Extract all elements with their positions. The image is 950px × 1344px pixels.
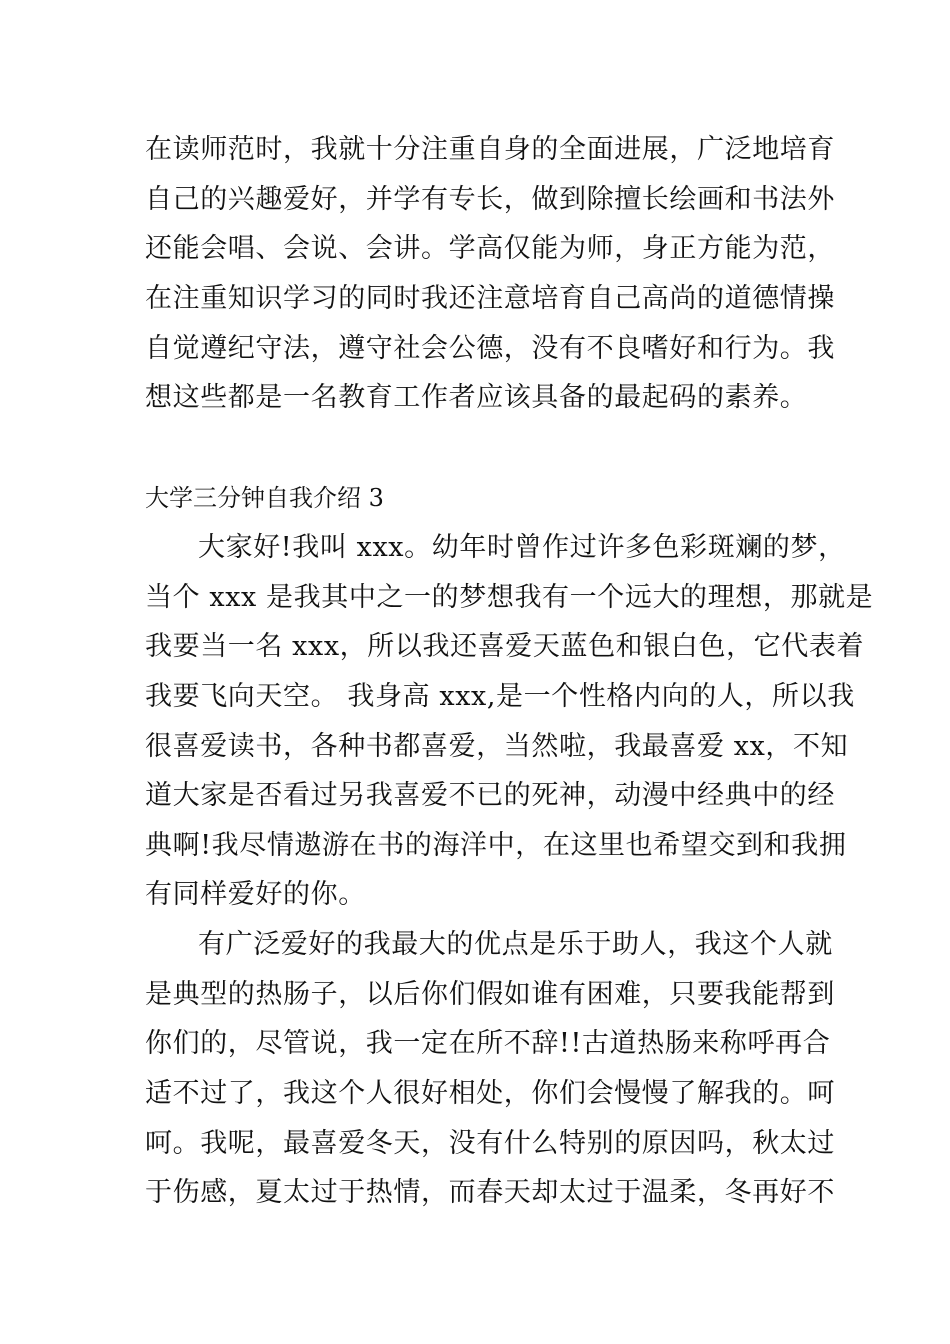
paragraph-3-line-3: 你们的，尽管说，我一定在所不辞!!古道热肠来称呼再合	[145, 1028, 831, 1059]
paragraph-2-line-4: 我要飞向天空。 我身高 xxx,是一个性格内向的人，所以我	[145, 681, 855, 712]
paragraph-1-line-5: 自觉遵纪守法，遵守社会公德，没有不良嗜好和行为。我	[145, 333, 835, 364]
paragraph-2-line-2: 当个 xxx 是我其中之一的梦想我有一个远大的理想，那就是	[145, 582, 874, 613]
paragraph-3-line-2: 是典型的热肠子，以后你们假如谁有困难，只要我能帮到	[145, 979, 835, 1010]
paragraph-1-line-1: 在读师范时，我就十分注重自身的全面进展，广泛地培育	[145, 134, 835, 165]
paragraph-2-line-3: 我要当一名 xxx，所以我还喜爱天蓝色和银白色，它代表着	[145, 631, 865, 662]
paragraph-1-line-6: 想这些都是一名教育工作者应该具备的最起码的素养。	[145, 382, 808, 413]
paragraph-2-line-7: 典啊!我尽情遨游在书的海洋中，在这里也希望交到和我拥	[145, 830, 847, 861]
paragraph-2-line-5: 很喜爱读书，各种书都喜爱，当然啦，我最喜爱 xx，不知	[145, 731, 849, 762]
paragraph-3-line-1: 有广泛爱好的我最大的优点是乐于助人，我这个人就	[198, 929, 833, 960]
paragraph-3-line-4: 适不过了，我这个人很好相处，你们会慢慢了解我的。呵	[145, 1078, 835, 1109]
paragraph-1-line-4: 在注重知识学习的同时我还注意培育自己高尚的道德情操	[145, 283, 835, 314]
paragraph-2-line-6: 道大家是否看过另我喜爱不已的死神，动漫中经典中的经	[145, 780, 835, 811]
paragraph-3-line-6: 于伤感，夏太过于热情，而春天却太过于温柔，冬再好不	[145, 1177, 835, 1208]
paragraph-2-line-8: 有同样爱好的你。	[145, 879, 366, 910]
paragraph-1-line-2: 自己的兴趣爱好，并学有专长，做到除擅长绘画和书法外	[145, 184, 835, 215]
paragraph-1-line-3: 还能会唱、会说、会讲。学高仅能为师，身正方能为范，	[145, 233, 835, 264]
section-heading: 大学三分钟自我介绍 3	[145, 484, 384, 512]
paragraph-2-line-1: 大家好!我叫 xxx。幼年时曾作过许多色彩斑斓的梦，	[198, 532, 846, 563]
paragraph-3-line-5: 呵。我呢，最喜爱冬天，没有什么特别的原因吗，秋太过	[145, 1128, 835, 1159]
